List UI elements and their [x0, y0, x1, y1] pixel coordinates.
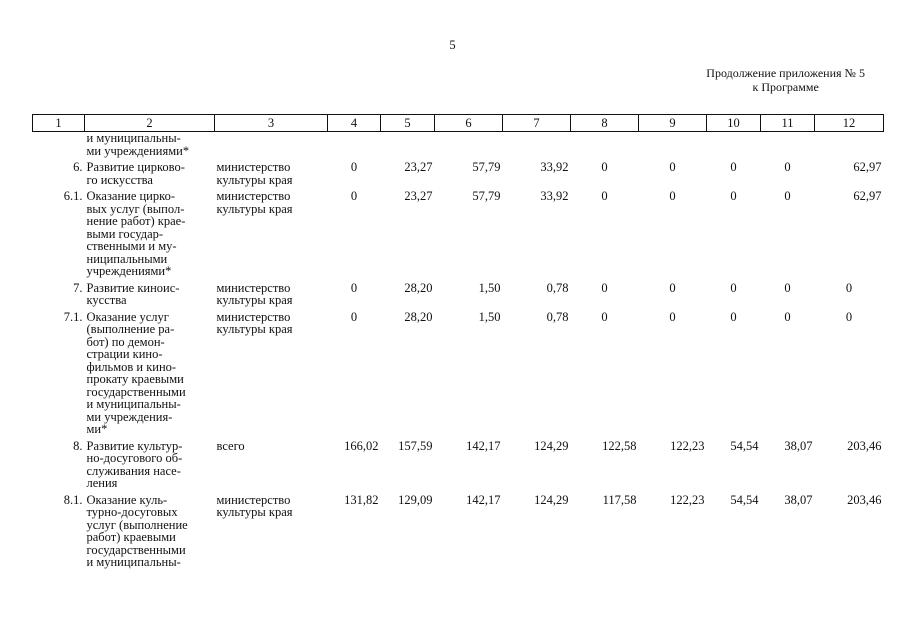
column-header: 10	[707, 115, 761, 132]
name-line: нение работ) крае-	[86, 214, 186, 228]
value-cell: 142,17	[466, 492, 501, 507]
name-line: и муниципальны-	[86, 131, 181, 145]
department-line: министерство	[216, 160, 291, 174]
department-line: министерство	[216, 492, 291, 507]
value-cell: 28,20	[404, 280, 433, 295]
table-row	[33, 311, 884, 440]
value-cell: 54,54	[730, 438, 759, 453]
department-line: всего	[216, 438, 245, 453]
department-line: министерство	[216, 189, 291, 203]
department-line: культуры края	[216, 293, 293, 307]
value-cell: 0,78	[546, 280, 569, 295]
continuation-text	[85, 132, 215, 162]
department-line: культуры края	[216, 505, 293, 519]
name-line: ми учреждениями*	[86, 143, 190, 158]
name-line: ления	[86, 476, 118, 490]
column-header: 11	[761, 115, 815, 132]
page-number: 5	[449, 38, 456, 52]
row-name	[85, 282, 215, 311]
value-cell: 122,58	[602, 438, 637, 453]
value-cell: 0	[601, 280, 608, 295]
column-header: 6	[435, 115, 503, 132]
row-department	[215, 311, 328, 440]
column-header: 2	[85, 115, 215, 132]
value-cell: 33,92	[540, 160, 569, 174]
column-header: 9	[639, 115, 707, 132]
name-line: Оказание услуг	[86, 309, 169, 324]
value-cell: 0	[601, 309, 608, 324]
name-line: го искусства	[86, 172, 153, 187]
value-cell: 57,79	[472, 189, 501, 203]
table-row	[33, 161, 884, 190]
name-line: услуг (выполнение	[86, 517, 188, 532]
department-line: министерство	[216, 309, 291, 324]
value-cell: 38,07	[784, 492, 813, 507]
table-header	[33, 115, 884, 132]
value-cell: 122,23	[670, 492, 705, 507]
column-header: 1	[33, 115, 85, 132]
name-line: Развитие культур-	[86, 438, 183, 453]
table-row	[33, 282, 884, 311]
value-cell: 142,17	[466, 438, 501, 453]
name-line: бот) по демон-	[86, 334, 165, 349]
value-cell: 0	[350, 189, 358, 203]
value-cell: 57,79	[472, 160, 501, 174]
value-cell: 166,02	[344, 438, 379, 453]
name-line: ми*	[86, 422, 108, 436]
value-cell: 0	[350, 309, 358, 324]
row-name	[85, 311, 215, 440]
value-cell: 0	[730, 309, 737, 324]
name-line: ми учреждения-	[86, 409, 173, 424]
column-header: 7	[503, 115, 571, 132]
value-cell: 124,29	[534, 492, 569, 507]
value-cell: 0	[784, 280, 791, 295]
row-index: 6.1.	[63, 189, 83, 203]
value-cell: 0	[845, 309, 853, 324]
table-row	[33, 440, 884, 494]
column-header: 5	[381, 115, 435, 132]
name-line: ниципальными	[86, 251, 168, 266]
value-cell: 0	[669, 309, 676, 324]
table-row	[33, 190, 884, 282]
value-cell: 54,54	[730, 492, 759, 507]
appendix-line-1: Продолжение приложения № 5	[706, 66, 865, 80]
appendix-line-2: к Программе	[752, 80, 819, 94]
name-line: Оказание куль-	[86, 492, 168, 507]
name-line: работ) краевыми	[86, 530, 176, 544]
department-line: министерство	[216, 280, 291, 295]
row-name	[85, 440, 215, 494]
name-line: прокату краевыми	[86, 372, 184, 386]
value-cell: 157,59	[398, 438, 433, 453]
column-header: 12	[815, 115, 884, 132]
value-cell: 0	[669, 189, 676, 203]
value-cell: 0	[784, 189, 791, 203]
name-line: кусства	[86, 293, 127, 307]
row-name	[85, 190, 215, 282]
name-line: но-досугового об-	[86, 451, 183, 465]
value-cell: 117,58	[602, 492, 637, 507]
value-cell: 1,50	[478, 309, 501, 324]
name-line: (выполнение ра-	[86, 322, 175, 336]
name-line: Развитие цирково-	[86, 160, 185, 174]
value-cell: 0	[784, 309, 791, 324]
row-department	[215, 190, 328, 282]
value-cell: 1,50	[478, 280, 501, 295]
name-line: вых услуг (выпол-	[86, 201, 185, 216]
value-cell: 38,07	[784, 438, 813, 453]
row-department	[215, 161, 328, 190]
name-line: фильмов и кино-	[86, 359, 177, 374]
name-line: Оказание цирко-	[86, 189, 175, 203]
value-cell: 124,29	[534, 438, 569, 453]
column-header: 4	[328, 115, 381, 132]
value-cell: 129,09	[398, 492, 433, 507]
row-name	[85, 494, 215, 573]
name-line: государственными	[86, 384, 186, 399]
value-cell: 0	[784, 160, 791, 174]
name-line: ственными и му-	[86, 239, 177, 253]
value-cell: 23,27	[404, 189, 433, 203]
value-cell: 0	[601, 189, 608, 203]
value-cell: 33,92	[540, 189, 569, 203]
value-cell: 0	[669, 280, 676, 295]
value-cell: 0	[601, 160, 608, 174]
value-cell: 122,23	[670, 438, 705, 453]
row-index: 8.	[73, 438, 83, 453]
value-cell: 203,46	[847, 438, 882, 453]
header-row	[33, 115, 884, 132]
row-index: 7.1.	[63, 309, 83, 324]
name-line: служивания насе-	[86, 463, 181, 478]
table-body	[33, 132, 884, 573]
name-line: учреждениями*	[86, 264, 172, 278]
row-department	[215, 282, 328, 311]
continuation-row	[33, 132, 884, 162]
table-row	[33, 494, 884, 573]
value-cell: 23,27	[404, 160, 433, 174]
value-cell: 0,78	[546, 309, 569, 324]
row-name	[85, 161, 215, 190]
department-line: культуры края	[216, 172, 293, 187]
appendix-caption	[706, 66, 865, 94]
name-line: Развитие киноис-	[86, 280, 180, 295]
name-line: и муниципальны-	[86, 397, 181, 411]
value-cell: 0	[730, 189, 737, 203]
column-header: 8	[571, 115, 639, 132]
value-cell: 0	[350, 160, 358, 174]
row-index: 7.	[73, 280, 83, 295]
value-cell: 0	[730, 280, 737, 295]
name-line: турно-досуговых	[86, 505, 178, 519]
name-line: страции кино-	[86, 347, 163, 361]
value-cell: 203,46	[847, 492, 882, 507]
column-header: 3	[215, 115, 328, 132]
value-cell: 0	[845, 280, 853, 295]
value-cell: 0	[730, 160, 737, 174]
value-cell: 0	[669, 160, 676, 174]
value-cell: 62,97	[853, 189, 882, 203]
row-index: 6.	[73, 160, 83, 174]
row-department	[215, 440, 328, 494]
budget-table	[32, 114, 884, 573]
name-line: и муниципальны-	[86, 555, 181, 569]
value-cell: 28,20	[404, 309, 433, 324]
value-cell: 62,97	[853, 160, 882, 174]
value-cell: 0	[350, 280, 358, 295]
department-line: культуры края	[216, 322, 293, 336]
name-line: государственными	[86, 542, 186, 557]
row-index: 8.1.	[63, 492, 83, 507]
name-line: выми государ-	[86, 226, 164, 241]
department-line: культуры края	[216, 201, 293, 216]
value-cell: 131,82	[344, 492, 379, 507]
row-department	[215, 494, 328, 573]
